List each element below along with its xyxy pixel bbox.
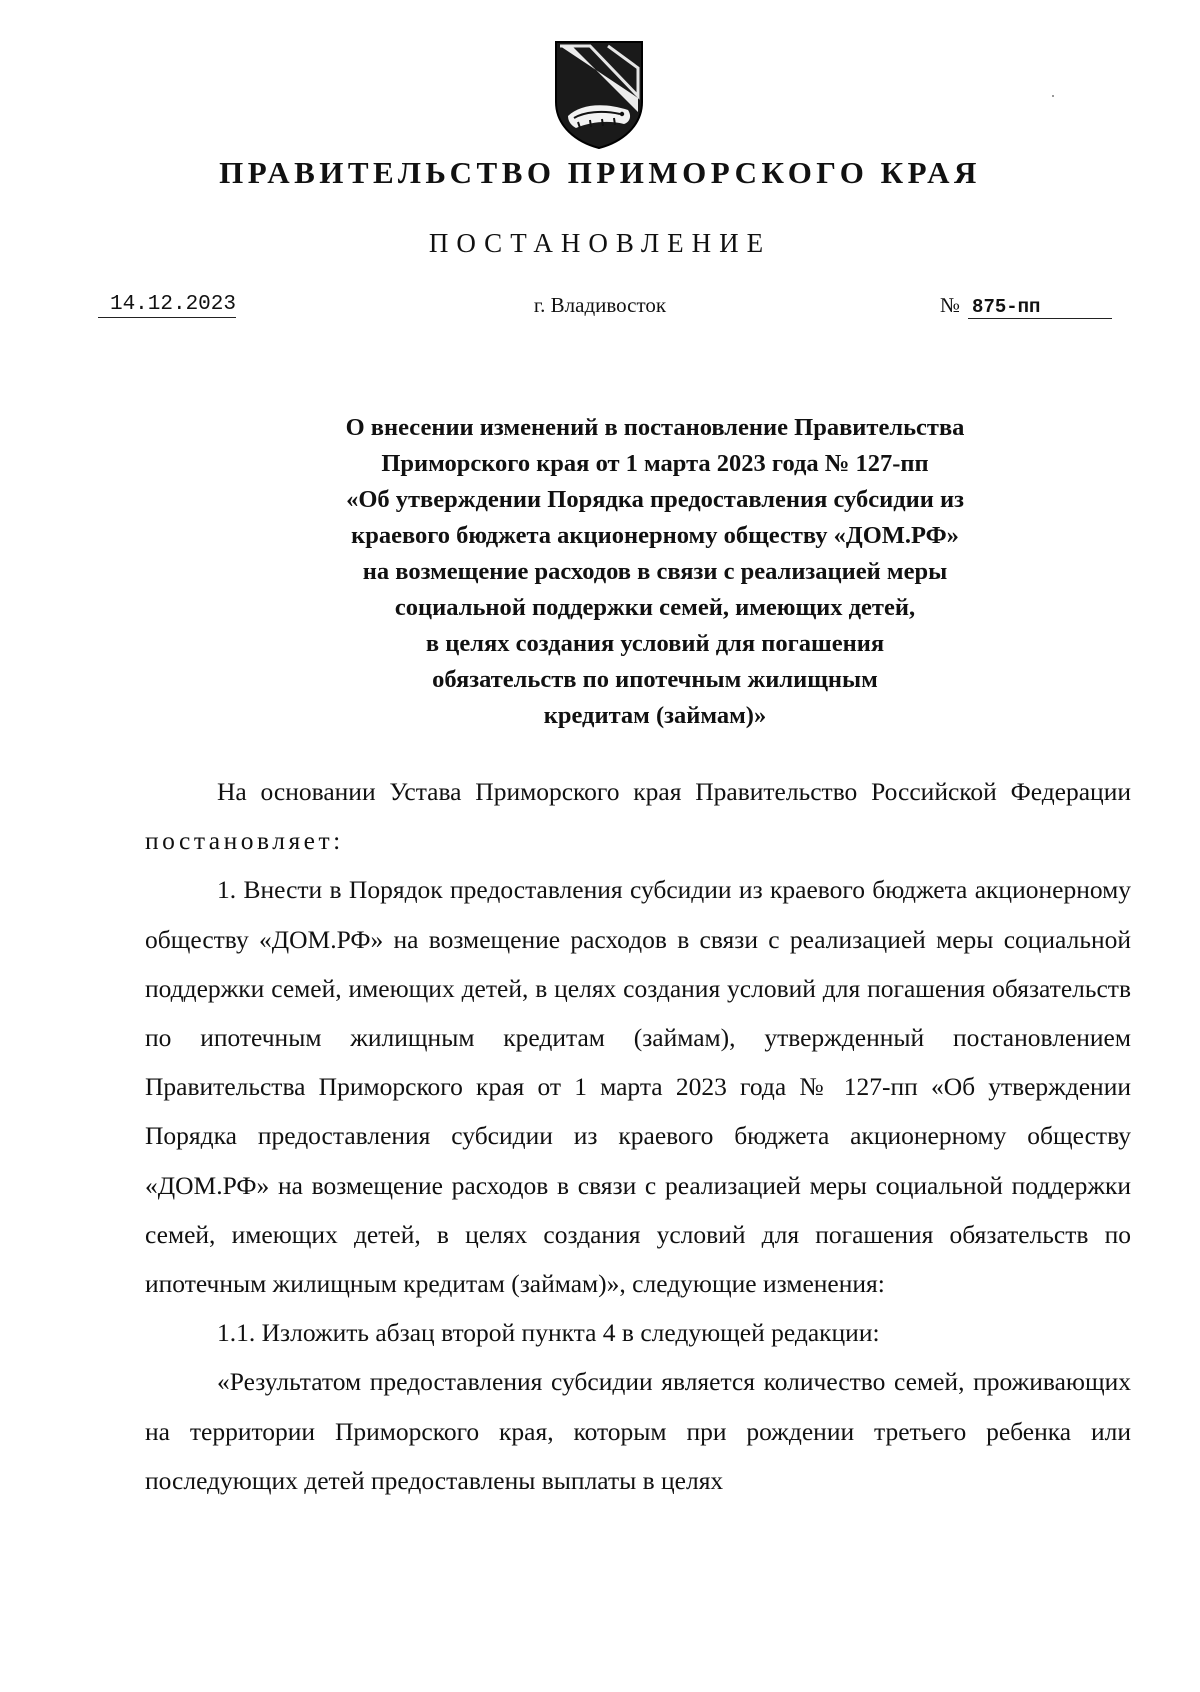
heading-line: О внесении изменений в постановление Правительства bbox=[345, 414, 965, 441]
heading-line: краевого бюджета акционерному обществу «ДОМ.РФ» bbox=[351, 522, 959, 549]
document-meta-row bbox=[0, 293, 1200, 333]
resolves-word: постановляет: bbox=[145, 826, 344, 856]
government-title: ПРАВИТЕЛЬСТВО ПРИМОРСКОГО КРАЯ bbox=[219, 155, 981, 190]
heading-line: кредитам (займам)» bbox=[543, 702, 767, 729]
body-paragraph-quote: «Результатом предоставления субсидии является количество семей, проживающих на территории Приморского края, которым при рождении третьего ребенка или последующих детей предоставлены выплаты в целях bbox=[145, 1367, 1131, 1495]
heading-line: «Об утверждении Порядка предоставления субсидии из bbox=[346, 486, 964, 513]
scan-speck bbox=[1052, 95, 1054, 97]
document-body bbox=[145, 767, 1131, 1505]
number-value: 875-пп bbox=[968, 296, 1112, 319]
body-paragraph-item-1-1: 1.1. Изложить абзац второй пункта 4 в следующей редакции: bbox=[217, 1318, 880, 1348]
number-sign: № bbox=[940, 293, 961, 317]
document-city: г. Владивосток bbox=[533, 293, 667, 317]
body-paragraph-item-1: 1. Внести в Порядок предоставления субсидии из краевого бюджета акционерному обществу «ДОМ.РФ» на возмещение расходов в связи с реализацией меры социальной поддержки семей, имеющих детей, в целях создания условий для погашения обязательств по ипотечным жилищным кредитам (займам), утвержденный постановлением Правительства Приморского края от 1 марта 2023 года № 127-пп «Об утверждении Порядка предоставления субсидии из краевого бюджета акционерному обществу «ДОМ.РФ» на возмещение расходов в связи с реализацией меры социальной поддержки семей, имеющих детей, в целях создания условий для погашения обязательств по ипотечным жилищным кредитам (займам)», следующие изменения: bbox=[145, 875, 1131, 1299]
document-heading bbox=[270, 410, 1040, 734]
coat-of-arms-icon bbox=[550, 38, 648, 150]
heading-line: обязательств по ипотечным жилищным bbox=[432, 666, 878, 693]
document-date: 14.12.2023 bbox=[98, 293, 236, 318]
body-paragraph-preamble bbox=[145, 767, 1131, 865]
preamble-text: На основании Устава Приморского края Правительство Российской Федерации bbox=[217, 777, 1131, 806]
document-type: ПОСТАНОВЛЕНИЕ bbox=[428, 228, 772, 258]
heading-line: Приморского края от 1 марта 2023 года № 127-пп bbox=[381, 450, 929, 477]
document-number bbox=[940, 293, 1120, 319]
heading-line: на возмещение расходов в связи с реализацией меры bbox=[362, 558, 948, 585]
heading-line: в целях создания условий для погашения bbox=[425, 630, 885, 657]
heading-line: социальной поддержки семей, имеющих детей, bbox=[394, 594, 916, 621]
